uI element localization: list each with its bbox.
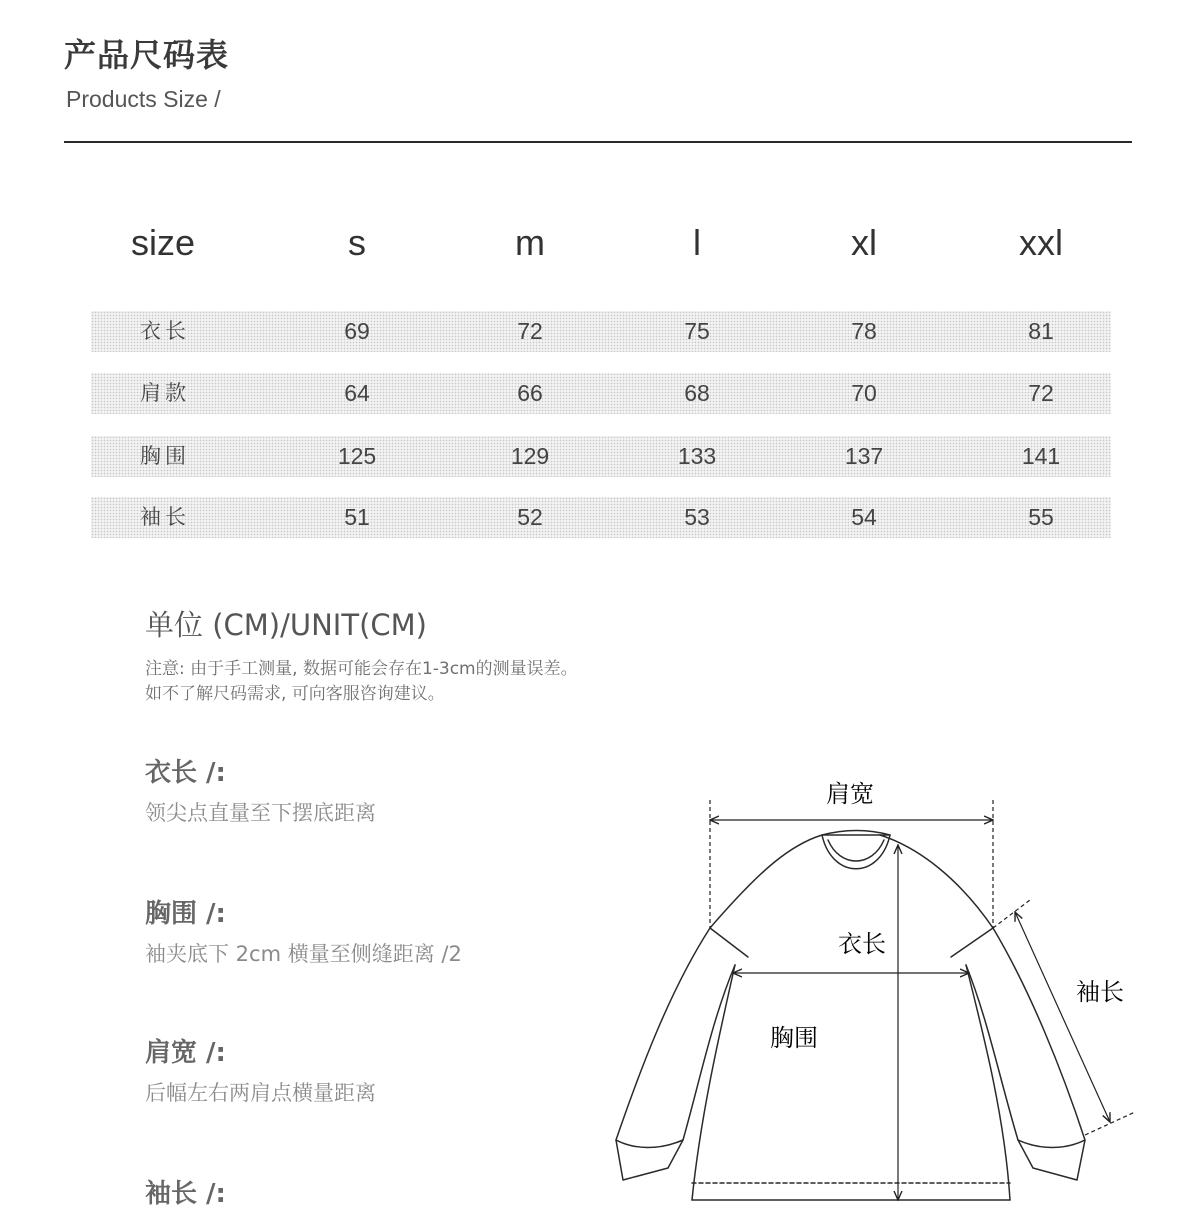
table-cell: 137 — [844, 443, 884, 469]
definition-desc-shoulder: 后幅左右两肩点横量距离 — [145, 1081, 376, 1105]
table-cell: 66 — [517, 380, 543, 406]
measurement-note: 注意: 由于手工测量, 数据可能会存在1-3cm的测量误差。 — [145, 659, 578, 679]
definition-term-shoulder: 肩宽 /: — [145, 1038, 226, 1068]
shoulder-width-label: 肩宽 — [826, 780, 874, 808]
sleeve-length-arrow — [1015, 912, 1110, 1122]
column-header-size: size — [130, 222, 196, 263]
column-header-xl: xl — [851, 222, 877, 263]
table-cell: 133 — [677, 443, 717, 469]
table-cell: 53 — [684, 504, 710, 530]
table-row — [91, 373, 1111, 414]
unit-heading: 单位 (CM)/UNIT(CM) — [145, 608, 427, 642]
garment-outline — [710, 835, 993, 928]
table-cell: 70 — [851, 380, 877, 406]
row-label: 袖长 — [140, 505, 190, 529]
table-cell: 81 — [1028, 318, 1054, 344]
sleeve-length-label: 袖长 — [1076, 978, 1124, 1006]
right-sleeve — [966, 928, 1085, 1180]
table-cell: 55 — [1028, 504, 1054, 530]
title-divider — [64, 141, 1132, 143]
table-row — [91, 497, 1111, 538]
table-row — [91, 311, 1111, 352]
row-label: 胸围 — [140, 444, 190, 468]
table-cell: 52 — [517, 504, 543, 530]
table-cell: 129 — [510, 443, 550, 469]
table-cell: 69 — [344, 318, 370, 344]
sweatshirt-measurement-diagram — [600, 770, 1160, 1221]
definition-desc-length: 领尖点直量至下摆底距离 — [145, 801, 376, 825]
definition-desc-chest: 袖夹底下 2cm 横量至侧缝距离 /2 — [145, 942, 462, 966]
column-header-s: s — [348, 222, 366, 263]
table-cell: 54 — [851, 504, 877, 530]
table-cell: 72 — [1028, 380, 1054, 406]
table-cell: 125 — [337, 443, 377, 469]
row-label: 肩款 — [140, 381, 190, 405]
chest-label: 胸围 — [770, 1024, 818, 1052]
table-cell: 141 — [1021, 443, 1061, 469]
definition-term-chest: 胸围 /: — [145, 899, 226, 929]
page-title: 产品尺码表 — [64, 36, 230, 74]
table-cell: 51 — [344, 504, 370, 530]
definition-term-length: 衣长 /: — [145, 758, 226, 788]
consult-note: 如不了解尺码需求, 可向客服咨询建议。 — [145, 684, 445, 704]
table-cell: 75 — [684, 318, 710, 344]
page-subtitle: Products Size / — [66, 86, 221, 112]
table-cell: 72 — [517, 318, 543, 344]
column-header-l: l — [693, 222, 701, 263]
definition-term-sleeve: 袖长 /: — [145, 1179, 226, 1209]
table-cell: 78 — [851, 318, 877, 344]
row-label: 衣长 — [140, 319, 190, 343]
table-cell: 68 — [684, 380, 710, 406]
table-cell: 64 — [344, 380, 370, 406]
column-header-m: m — [515, 222, 545, 263]
body-length-label: 衣长 — [838, 930, 886, 958]
column-header-xxl: xxl — [1019, 222, 1063, 263]
collar-shape — [822, 835, 890, 869]
table-row — [91, 436, 1111, 477]
